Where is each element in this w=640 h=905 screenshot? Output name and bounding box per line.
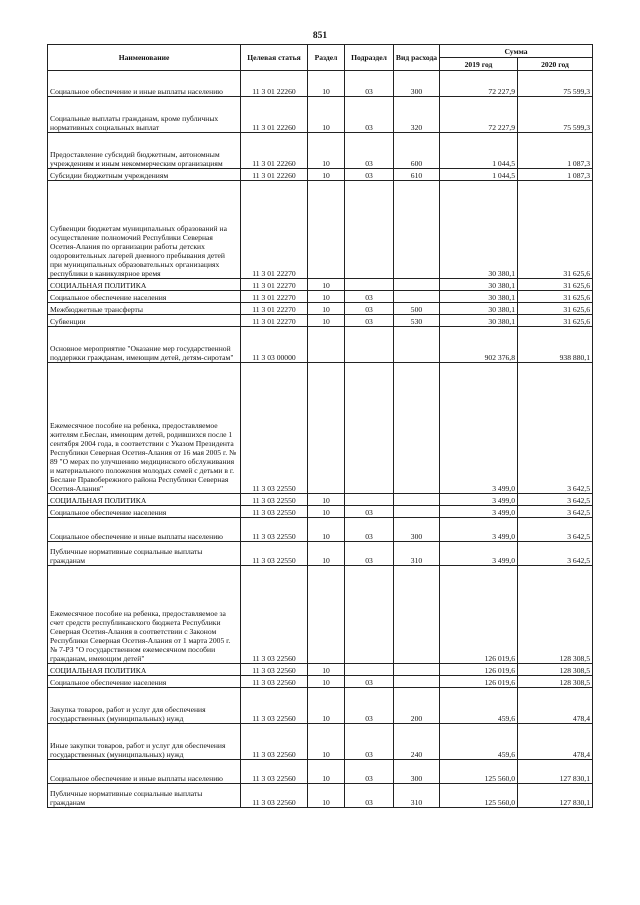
row-sum-2019-cell: 3 499,0 xyxy=(440,494,518,506)
row-name-cell: Социальное обеспечение и иные выплаты населению xyxy=(48,760,241,784)
row-expense-type-cell xyxy=(394,676,440,688)
row-expense-type-cell xyxy=(394,363,440,494)
row-expense-type-cell xyxy=(394,327,440,363)
row-subsection-cell: 03 xyxy=(345,676,394,688)
row-name-cell: Субсидии бюджетным учреждениям xyxy=(48,169,241,181)
table-row xyxy=(48,542,593,566)
row-name-cell: Субвенции xyxy=(48,315,241,327)
row-section-cell: 10 xyxy=(308,291,345,303)
row-target-article-cell: 11 3 03 22560 xyxy=(241,760,308,784)
row-target-article-cell: 11 3 03 00000 xyxy=(241,327,308,363)
table-row xyxy=(48,518,593,542)
row-sum-2020-cell: 938 880,1 xyxy=(518,327,593,363)
row-subsection-cell: 03 xyxy=(345,688,394,724)
row-sum-2019-cell: 3 499,0 xyxy=(440,518,518,542)
table-row xyxy=(48,169,593,181)
row-name-cell: Предоставление субсидий бюджетным, автономным учреждениям и иным некоммерческим организациям xyxy=(48,133,241,169)
table-row xyxy=(48,676,593,688)
row-sum-2020-cell: 127 830,1 xyxy=(518,760,593,784)
row-sum-2019-cell: 459,6 xyxy=(440,688,518,724)
row-target-article-cell: 11 3 01 22260 xyxy=(241,71,308,97)
header-subsection: Подраздел xyxy=(345,45,394,71)
row-subsection-cell xyxy=(345,279,394,291)
row-sum-2020-cell: 31 625,6 xyxy=(518,291,593,303)
row-section-cell: 10 xyxy=(308,518,345,542)
row-sum-2019-cell: 30 380,1 xyxy=(440,291,518,303)
table-row xyxy=(48,724,593,760)
table-body xyxy=(48,71,593,808)
row-expense-type-cell xyxy=(394,566,440,664)
header-section: Раздел xyxy=(308,45,345,71)
row-target-article-cell: 11 3 01 22260 xyxy=(241,169,308,181)
row-section-cell: 10 xyxy=(308,724,345,760)
budget-table xyxy=(47,44,593,808)
row-section-cell: 10 xyxy=(308,760,345,784)
row-name-cell: Ежемесячное пособие на ребенка, предоставляемое за счет средств республиканского бюджета Республики Северная Осетия-Алания в соответствии с Законом Республики Северная Осетия-Алания от 1 марта 2005 г. № 7-РЗ "О государственном ежемесячном пособии гражданам, имеющим детей" xyxy=(48,566,241,664)
row-sum-2019-cell: 126 019,6 xyxy=(440,566,518,664)
row-target-article-cell: 11 3 03 22550 xyxy=(241,506,308,518)
table-row xyxy=(48,327,593,363)
row-name-cell: Социальное обеспечение населения xyxy=(48,291,241,303)
row-sum-2020-cell: 1 087,3 xyxy=(518,133,593,169)
row-expense-type-cell xyxy=(394,506,440,518)
row-sum-2020-cell: 128 308,5 xyxy=(518,664,593,676)
row-sum-2019-cell: 126 019,6 xyxy=(440,664,518,676)
header-year-2020: 2020 год xyxy=(518,58,593,71)
row-sum-2019-cell: 902 376,8 xyxy=(440,327,518,363)
header-name: Наименование xyxy=(48,45,241,71)
row-expense-type-cell xyxy=(394,291,440,303)
row-expense-type-cell xyxy=(394,181,440,279)
table-row xyxy=(48,181,593,279)
table-row xyxy=(48,664,593,676)
row-expense-type-cell xyxy=(394,494,440,506)
row-target-article-cell: 11 3 03 22560 xyxy=(241,784,308,808)
row-subsection-cell: 03 xyxy=(345,315,394,327)
table-row xyxy=(48,566,593,664)
table-row xyxy=(48,506,593,518)
row-subsection-cell: 03 xyxy=(345,784,394,808)
row-subsection-cell xyxy=(345,181,394,279)
row-subsection-cell xyxy=(345,664,394,676)
row-target-article-cell: 11 3 01 22270 xyxy=(241,303,308,315)
row-sum-2019-cell: 30 380,1 xyxy=(440,279,518,291)
row-name-cell: Иные закупки товаров, работ и услуг для обеспечения государственных (муниципальных) нужд xyxy=(48,724,241,760)
row-expense-type-cell: 610 xyxy=(394,169,440,181)
row-expense-type-cell: 300 xyxy=(394,71,440,97)
row-sum-2019-cell: 72 227,9 xyxy=(440,97,518,133)
row-section-cell: 10 xyxy=(308,303,345,315)
row-section-cell: 10 xyxy=(308,688,345,724)
row-target-article-cell: 11 3 03 22560 xyxy=(241,664,308,676)
row-sum-2019-cell: 30 380,1 xyxy=(440,315,518,327)
row-section-cell: 10 xyxy=(308,315,345,327)
row-sum-2019-cell: 30 380,1 xyxy=(440,181,518,279)
table-row xyxy=(48,133,593,169)
row-expense-type-cell: 310 xyxy=(394,784,440,808)
header-year-2019: 2019 год xyxy=(440,58,518,71)
row-sum-2020-cell: 127 830,1 xyxy=(518,784,593,808)
row-target-article-cell: 11 3 03 22560 xyxy=(241,566,308,664)
row-sum-2020-cell: 31 625,6 xyxy=(518,303,593,315)
row-subsection-cell xyxy=(345,327,394,363)
row-sum-2019-cell: 125 560,0 xyxy=(440,784,518,808)
row-section-cell xyxy=(308,566,345,664)
header-sum: Сумма xyxy=(440,45,593,58)
row-sum-2020-cell: 3 642,5 xyxy=(518,363,593,494)
row-expense-type-cell: 240 xyxy=(394,724,440,760)
row-subsection-cell: 03 xyxy=(345,133,394,169)
row-name-cell: Публичные нормативные социальные выплаты гражданам xyxy=(48,784,241,808)
row-name-cell: Социальное обеспечение населения xyxy=(48,506,241,518)
row-subsection-cell xyxy=(345,566,394,664)
row-name-cell: Публичные нормативные социальные выплаты гражданам xyxy=(48,542,241,566)
row-sum-2020-cell: 478,4 xyxy=(518,724,593,760)
row-subsection-cell: 03 xyxy=(345,506,394,518)
page-number: 851 xyxy=(312,31,328,41)
row-expense-type-cell: 300 xyxy=(394,760,440,784)
row-target-article-cell: 11 3 01 22270 xyxy=(241,291,308,303)
row-target-article-cell: 11 3 01 22270 xyxy=(241,279,308,291)
row-sum-2020-cell: 75 599,3 xyxy=(518,71,593,97)
row-sum-2019-cell: 72 227,9 xyxy=(440,71,518,97)
row-sum-2019-cell: 126 019,6 xyxy=(440,676,518,688)
row-section-cell: 10 xyxy=(308,169,345,181)
row-expense-type-cell xyxy=(394,664,440,676)
row-sum-2020-cell: 31 625,6 xyxy=(518,279,593,291)
row-sum-2020-cell: 31 625,6 xyxy=(518,181,593,279)
row-target-article-cell: 11 3 03 22560 xyxy=(241,724,308,760)
row-sum-2020-cell: 3 642,5 xyxy=(518,494,593,506)
row-subsection-cell: 03 xyxy=(345,760,394,784)
row-name-cell: Основное мероприятие "Оказание мер государственной поддержки гражданам, имеющим детей, детям-сиротам" xyxy=(48,327,241,363)
row-target-article-cell: 11 3 03 22550 xyxy=(241,494,308,506)
row-name-cell: Субвенции бюджетам муниципальных образований на осуществление полномочий Республики Северная Осетия-Алания по организации работы детских оздоровительных лагерей дневного пребывания детей при муниципальных образовательных организациях республики в каникулярное время xyxy=(48,181,241,279)
row-sum-2019-cell: 125 560,0 xyxy=(440,760,518,784)
row-expense-type-cell: 320 xyxy=(394,97,440,133)
table-row xyxy=(48,363,593,494)
row-sum-2019-cell: 30 380,1 xyxy=(440,303,518,315)
row-sum-2020-cell: 75 599,3 xyxy=(518,97,593,133)
row-name-cell: СОЦИАЛЬНАЯ ПОЛИТИКА xyxy=(48,494,241,506)
row-sum-2019-cell: 3 499,0 xyxy=(440,363,518,494)
row-target-article-cell: 11 3 01 22270 xyxy=(241,181,308,279)
row-sum-2020-cell: 3 642,5 xyxy=(518,506,593,518)
row-subsection-cell: 03 xyxy=(345,169,394,181)
row-section-cell: 10 xyxy=(308,71,345,97)
row-subsection-cell: 03 xyxy=(345,97,394,133)
row-subsection-cell: 03 xyxy=(345,518,394,542)
row-subsection-cell: 03 xyxy=(345,291,394,303)
row-expense-type-cell: 530 xyxy=(394,315,440,327)
table-row xyxy=(48,760,593,784)
row-subsection-cell: 03 xyxy=(345,542,394,566)
row-name-cell: СОЦИАЛЬНАЯ ПОЛИТИКА xyxy=(48,279,241,291)
row-target-article-cell: 11 3 03 22560 xyxy=(241,688,308,724)
row-section-cell: 10 xyxy=(308,279,345,291)
row-sum-2020-cell: 3 642,5 xyxy=(518,518,593,542)
row-target-article-cell: 11 3 01 22260 xyxy=(241,133,308,169)
table-row xyxy=(48,315,593,327)
table-row xyxy=(48,688,593,724)
row-subsection-cell: 03 xyxy=(345,724,394,760)
row-sum-2020-cell: 3 642,5 xyxy=(518,542,593,566)
table-row xyxy=(48,494,593,506)
row-target-article-cell: 11 3 03 22550 xyxy=(241,542,308,566)
row-name-cell: Межбюджетные трансферты xyxy=(48,303,241,315)
row-section-cell xyxy=(308,181,345,279)
row-section-cell: 10 xyxy=(308,494,345,506)
row-section-cell: 10 xyxy=(308,664,345,676)
row-section-cell: 10 xyxy=(308,676,345,688)
row-name-cell: Социальное обеспечение населения xyxy=(48,676,241,688)
row-name-cell: Закупка товаров, работ и услуг для обеспечения государственных (муниципальных) нужд xyxy=(48,688,241,724)
row-name-cell: Социальные выплаты гражданам, кроме публичных нормативных социальных выплат xyxy=(48,97,241,133)
table-row xyxy=(48,97,593,133)
row-target-article-cell: 11 3 03 22550 xyxy=(241,518,308,542)
row-sum-2019-cell: 459,6 xyxy=(440,724,518,760)
row-subsection-cell xyxy=(345,494,394,506)
table-row xyxy=(48,784,593,808)
row-subsection-cell xyxy=(345,363,394,494)
table-row xyxy=(48,291,593,303)
row-sum-2020-cell: 31 625,6 xyxy=(518,315,593,327)
row-sum-2019-cell: 3 499,0 xyxy=(440,506,518,518)
row-expense-type-cell xyxy=(394,279,440,291)
row-section-cell xyxy=(308,363,345,494)
row-sum-2019-cell: 1 044,5 xyxy=(440,133,518,169)
row-subsection-cell: 03 xyxy=(345,71,394,97)
row-section-cell: 10 xyxy=(308,133,345,169)
row-sum-2020-cell: 128 308,5 xyxy=(518,566,593,664)
table-row xyxy=(48,279,593,291)
row-expense-type-cell: 300 xyxy=(394,518,440,542)
row-section-cell: 10 xyxy=(308,542,345,566)
row-section-cell xyxy=(308,327,345,363)
row-name-cell: СОЦИАЛЬНАЯ ПОЛИТИКА xyxy=(48,664,241,676)
row-name-cell: Социальное обеспечение и иные выплаты населению xyxy=(48,71,241,97)
row-subsection-cell: 03 xyxy=(345,303,394,315)
row-expense-type-cell: 200 xyxy=(394,688,440,724)
row-target-article-cell: 11 3 01 22260 xyxy=(241,97,308,133)
row-sum-2020-cell: 1 087,3 xyxy=(518,169,593,181)
header-target-article: Целевая статья xyxy=(241,45,308,71)
row-expense-type-cell: 600 xyxy=(394,133,440,169)
row-sum-2020-cell: 128 308,5 xyxy=(518,676,593,688)
row-sum-2019-cell: 1 044,5 xyxy=(440,169,518,181)
row-section-cell: 10 xyxy=(308,97,345,133)
table-row xyxy=(48,303,593,315)
row-sum-2019-cell: 3 499,0 xyxy=(440,542,518,566)
row-target-article-cell: 11 3 01 22270 xyxy=(241,315,308,327)
row-target-article-cell: 11 3 03 22550 xyxy=(241,363,308,494)
row-name-cell: Социальное обеспечение и иные выплаты населению xyxy=(48,518,241,542)
row-expense-type-cell: 500 xyxy=(394,303,440,315)
header-expense-type: Вид расхода xyxy=(394,45,440,71)
table-row xyxy=(48,71,593,97)
row-sum-2020-cell: 478,4 xyxy=(518,688,593,724)
row-section-cell: 10 xyxy=(308,506,345,518)
row-expense-type-cell: 310 xyxy=(394,542,440,566)
row-section-cell: 10 xyxy=(308,784,345,808)
row-name-cell: Ежемесячное пособие на ребенка, предоставляемое жителям г.Беслан, имеющим детей, родившихся после 1 сентября 2004 года, в соответствии с Указом Президента Республики Северная Осетия-Алания от 16 мая 2005 г. № 89 "О мерах по улучшению медицинского обслуживания и материального положения молодых семей с детьми в г. Беслане Правобережного района Республики Северная Осетия-Алания" xyxy=(48,363,241,494)
row-target-article-cell: 11 3 03 22560 xyxy=(241,676,308,688)
